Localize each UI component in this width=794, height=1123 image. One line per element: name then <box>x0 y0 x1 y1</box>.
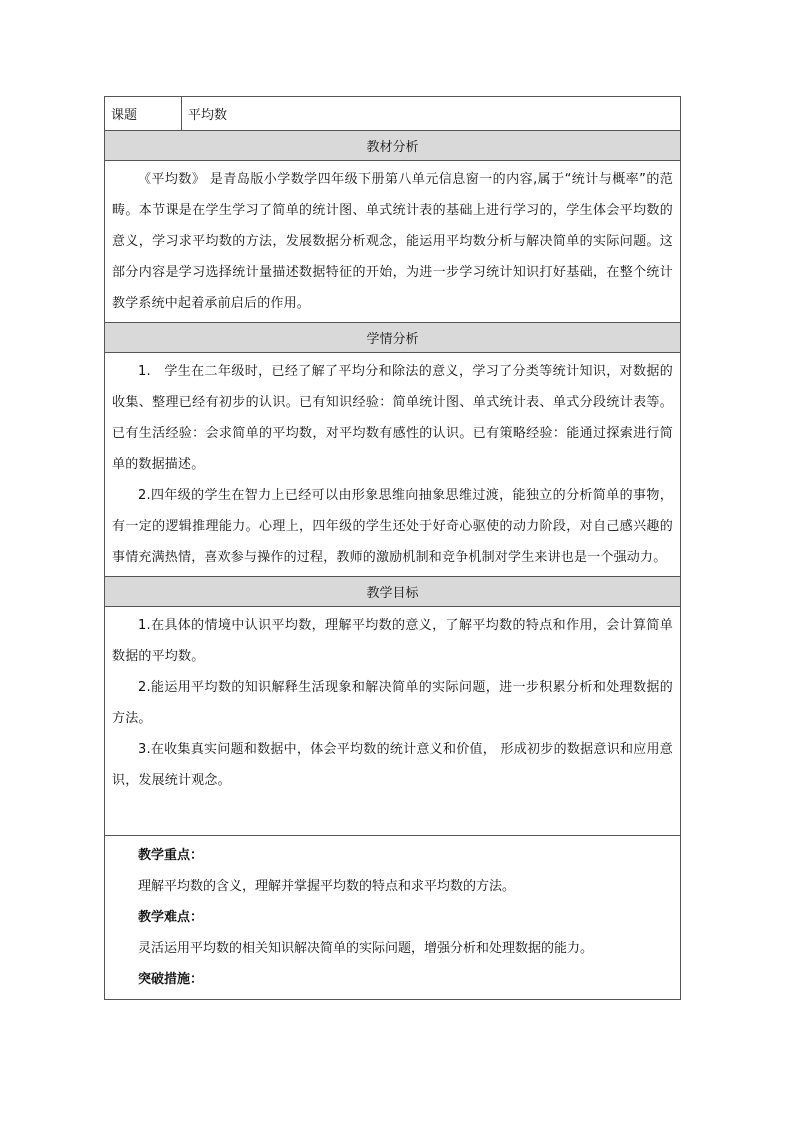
key-points-content <box>105 836 681 1000</box>
goals-spacer <box>112 796 673 832</box>
textbook-analysis-content <box>105 161 681 323</box>
student-analysis-row <box>105 353 681 577</box>
goal-paragraph-1: 1.在具体的情境中认识平均数，理解平均数的意义，了解平均数的特点和作用，会计算简单数据的平均数。 <box>112 618 673 664</box>
textbook-analysis-header-row <box>105 131 681 161</box>
teaching-goals-content <box>105 607 681 836</box>
teaching-goals-header-row <box>105 577 681 607</box>
textbook-paragraph: 《平均数》 是青岛版小学数学四年级下册第八单元信息窗一的内容,属于“统计与概率”的范畴。本节课是在学生学习了简单的统计图、单式统计表的基础上进行学习的，学生体会平均数的意义，学习求平均数的方法，发展数据分析观念，能运用平均数分析与解决简单的实际问题。这部分内容是学习选择统计量描述数据特征的开始，为进一步学习统计知识打好基础，在整个统计教学系统中起着承前启后的作用。 <box>112 172 673 311</box>
teaching-focus-heading: 教学重点： <box>138 848 204 863</box>
lesson-plan-table <box>104 96 681 1000</box>
textbook-analysis-title: 教材分析 <box>105 131 681 161</box>
teaching-focus-text: 理解平均数的含义，理解并掌握平均数的特点和求平均数的方法。 <box>138 879 516 894</box>
topic-row <box>105 97 681 131</box>
student-paragraph-1: 1. 学生在二年级时，已经了解了平均分和除法的意义，学习了分类等统计知识，对数据的收集、整理已经有初步的认识。已有知识经验：简单统计图、单式统计表、单式分段统计表等。已有生活经验：会求简单的平均数，对平均数有感性的认识。已有策略经验：能通过探索进行简单的数据描述。 <box>112 364 673 472</box>
teaching-goals-row <box>105 607 681 836</box>
goal-paragraph-3: 3.在收集真实问题和数据中，体会平均数的统计意义和价值， 形成初步的数据意识和应用意识，发展统计观念。 <box>112 742 673 788</box>
topic-value: 平均数 <box>182 97 681 131</box>
student-analysis-header-row <box>105 323 681 353</box>
teaching-goals-title: 教学目标 <box>105 577 681 607</box>
goal-paragraph-2: 2.能运用平均数的知识解释生活现象和解决简单的实际问题，进一步积累分析和处理数据的方法。 <box>112 680 673 726</box>
topic-label: 课题 <box>105 97 182 131</box>
breakthrough-measures-heading: 突破措施： <box>138 972 204 987</box>
student-analysis-content <box>105 353 681 577</box>
student-paragraph-2: 2.四年级的学生在智力上已经可以由形象思维向抽象思维过渡，能独立的分析简单的事物，有一定的逻辑推理能力。心理上，四年级的学生还处于好奇心驱使的动力阶段，对自己感兴趣的事情充满热情，喜欢参与操作的过程，教师的激励机制和竞争机制对学生来讲也是一个强动力。 <box>112 488 673 565</box>
student-analysis-title: 学情分析 <box>105 323 681 353</box>
teaching-difficulty-text: 灵活运用平均数的相关知识解决简单的实际问题，增强分析和处理数据的能力。 <box>138 941 594 956</box>
key-points-row <box>105 836 681 1000</box>
textbook-analysis-row <box>105 161 681 323</box>
teaching-difficulty-heading: 教学难点： <box>138 910 204 925</box>
